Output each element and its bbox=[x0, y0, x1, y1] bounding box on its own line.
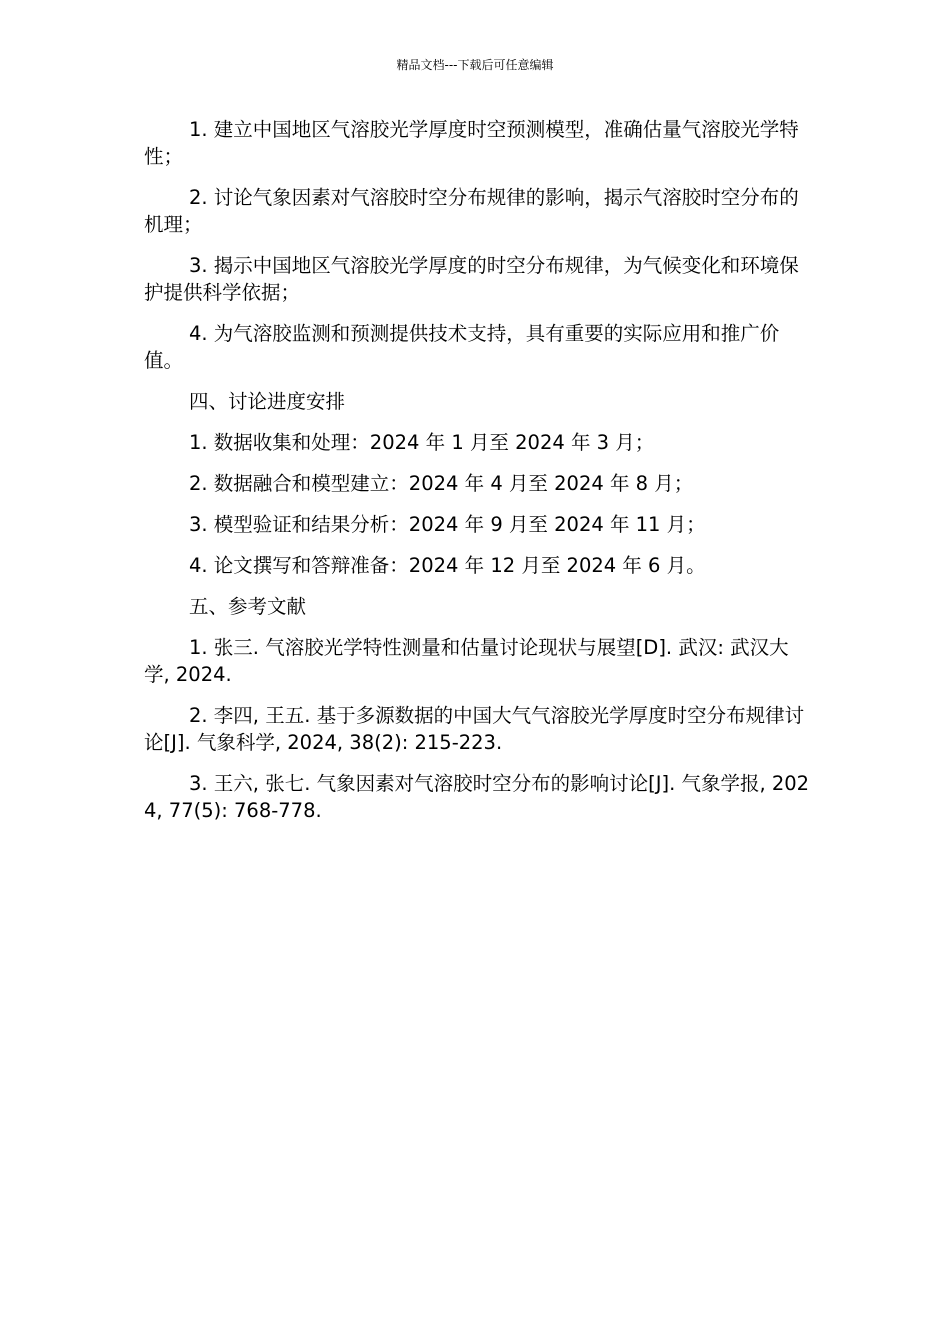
page-header: 精品文档---下载后可任意编辑 bbox=[396, 58, 554, 72]
schedule-item-3: 3. 模型验证和结果分析：2024 年 9 月至 2024 年 11 月； bbox=[189, 513, 706, 536]
schedule-item-4: 4. 论文撰写和答辩准备：2024 年 12 月至 2024 年 6 月。 bbox=[189, 554, 706, 577]
objective-item-3: 3. 揭示中国地区气溶胶光学厚度的时空分布规律，为气候变化和环境保护提供科学依据； bbox=[144, 254, 799, 304]
reference-item-2: 2. 李四, 王五. 基于多源数据的中国大气气溶胶光学厚度时空分布规律讨论[J]. 气象科学, 2024, 38(2): 215-223. bbox=[144, 704, 805, 754]
objective-item-4: 4. 为气溶胶监测和预测提供技术支持，具有重要的实际应用和推广价值。 bbox=[144, 322, 780, 372]
section-heading-schedule: 四、讨论进度安排 bbox=[189, 390, 346, 413]
schedule-item-2: 2. 数据融合和模型建立：2024 年 4 月至 2024 年 8 月； bbox=[189, 472, 694, 495]
objective-item-2: 2. 讨论气象因素对气溶胶时空分布规律的影响，揭示气溶胶时空分布的机理； bbox=[144, 186, 799, 236]
section-heading-references: 五、参考文献 bbox=[189, 595, 307, 618]
reference-item-1: 1. 张三. 气溶胶光学特性测量和估量讨论现状与展望[D]. 武汉: 武汉大学, 2024. bbox=[144, 636, 789, 686]
objective-item-1: 1. 建立中国地区气溶胶光学厚度时空预测模型，准确估量气溶胶光学特性； bbox=[144, 118, 799, 168]
reference-item-3: 3. 王六, 张七. 气象因素对气溶胶时空分布的影响讨论[J]. 气象学报, 2024, 77(5): 768-778. bbox=[144, 772, 810, 822]
document-body bbox=[144, 116, 814, 838]
schedule-item-1: 1. 数据收集和处理：2024 年 1 月至 2024 年 3 月； bbox=[189, 431, 655, 454]
